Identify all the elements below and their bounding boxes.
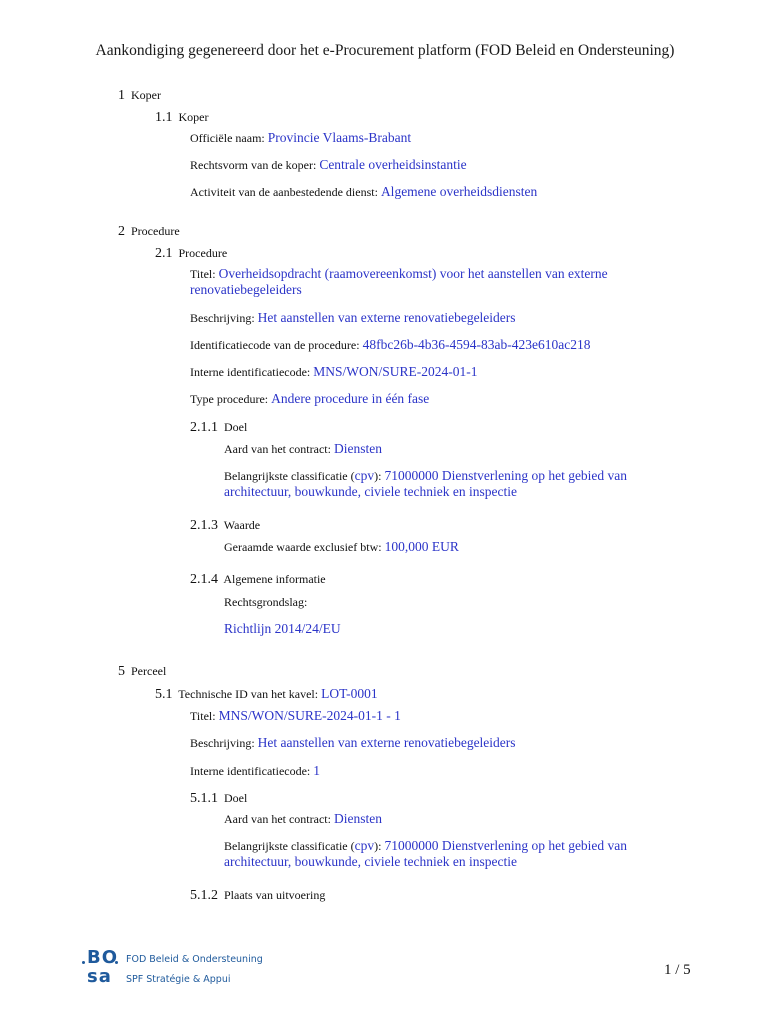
field-value: 100,000 EUR	[384, 539, 459, 554]
section-number: 2.1.4	[190, 572, 218, 587]
section-title: Koper	[178, 110, 209, 124]
section-number: 1.1	[155, 110, 173, 125]
lot-description-row	[190, 735, 516, 751]
section-number: 2	[118, 224, 125, 239]
section-number: 5	[118, 664, 125, 679]
procedure-id-row	[190, 337, 591, 353]
section-number: 5.1.2	[190, 888, 218, 903]
field-value: Richtlijn 2014/24/EU	[224, 621, 341, 636]
field-value: Het aanstellen van externe renovatiebegeleiders	[257, 310, 516, 325]
section-number: 2.1.1	[190, 420, 218, 435]
field-label: Identificatiecode van de procedure:	[190, 338, 363, 352]
field-value: MNS/WON/SURE-2024-01-1 - 1	[218, 708, 401, 723]
activity-row	[190, 184, 537, 200]
field-label: Beschrijving:	[190, 311, 258, 325]
contract-type-row	[224, 441, 382, 457]
lot-id-value: LOT-0001	[321, 686, 378, 701]
field-value: Diensten	[333, 811, 382, 826]
section-title: Koper	[131, 88, 161, 102]
procedure-title-row	[190, 266, 660, 298]
field-label: Rechtsgrondslag:	[224, 595, 308, 609]
section-title: Doel	[224, 791, 248, 805]
field-label: Aard van het contract:	[224, 812, 334, 826]
section-title: Plaats van uitvoering	[224, 888, 326, 902]
official-name-row	[190, 130, 411, 146]
field-label: Interne identificatiecode:	[190, 764, 314, 778]
logo-bottom-letters: sa	[87, 966, 112, 987]
field-label: Activiteit van de aanbestedende dienst:	[190, 185, 381, 199]
legal-form-row	[190, 157, 467, 173]
field-value: Diensten	[333, 441, 382, 456]
field-label: Belangrijkste classificatie (	[224, 469, 355, 483]
field-label: Rechtsvorm van de koper:	[190, 158, 320, 172]
section-number: 5.1.1	[190, 791, 218, 806]
section-2-1-4-heading	[190, 572, 326, 588]
field-label: Officiële naam:	[190, 131, 268, 145]
section-title: Procedure	[178, 246, 228, 260]
field-value: 48fbc26b-4b36-4594-83ab-423e610ac218	[362, 337, 591, 352]
section-number: 2.1.3	[190, 518, 218, 533]
procedure-description-row	[190, 310, 516, 326]
lot-internal-id-row	[190, 763, 320, 779]
logo-dot-left	[82, 961, 85, 964]
field-label: Belangrijkste classificatie (	[224, 839, 355, 853]
logo-org-names	[126, 950, 326, 990]
field-label-end: ):	[374, 839, 385, 853]
field-label: Titel:	[190, 267, 219, 281]
page-title: Aankondiging gegenereerd door het e-Procurement platform (FOD Beleid en Ondersteuning)	[95, 42, 675, 59]
cpv-abbr: cpv	[354, 468, 375, 483]
section-title: Doel	[224, 420, 248, 434]
field-value-continued: architectuur, bouwkunde, civiele techniek en inspectie	[224, 484, 517, 499]
field-value: Provincie Vlaams-Brabant	[267, 130, 412, 145]
field-label: Aard van het contract:	[224, 442, 334, 456]
section-number: 1	[118, 88, 125, 103]
section-2-1-1-heading	[190, 420, 247, 436]
org-name-nl: FOD Beleid & Ondersteuning	[126, 954, 263, 965]
field-value: 71000000 Dienstverlening op het gebied van	[384, 838, 628, 853]
field-value: Andere procedure in één fase	[271, 391, 430, 406]
section-2-heading	[118, 224, 180, 240]
lot-cpv-row	[224, 838, 664, 870]
bosa-logo-mark	[82, 948, 118, 990]
section-5-1-heading	[155, 686, 378, 703]
section-2-1-heading	[155, 246, 227, 262]
section-title: Procedure	[131, 224, 180, 238]
field-value: Overheidsopdracht (raamovereenkomst) voor het aanstellen van externe	[218, 266, 608, 281]
section-5-heading	[118, 664, 166, 680]
section-number: 5.1	[155, 687, 173, 702]
section-1-1-heading	[155, 110, 209, 126]
estimated-value-row	[224, 539, 459, 555]
cpv-abbr: cpv	[354, 838, 375, 853]
section-number: 2.1	[155, 246, 173, 261]
org-name-fr: SPF Stratégie & Appui	[126, 974, 231, 985]
section-5-1-2-heading	[190, 888, 325, 904]
field-label: Type procedure:	[190, 392, 272, 406]
section-1-heading	[118, 88, 161, 104]
field-label: Interne identificatiecode:	[190, 365, 314, 379]
field-label-end: ):	[374, 469, 385, 483]
field-label: Titel:	[190, 709, 219, 723]
section-title: Algemene informatie	[223, 572, 326, 586]
internal-id-row	[190, 364, 478, 380]
procedure-type-row	[190, 391, 429, 407]
lot-title-row	[190, 708, 401, 724]
legal-basis-label	[224, 594, 307, 610]
section-2-1-3-heading	[190, 518, 260, 534]
field-label: Geraamde waarde exclusief btw:	[224, 540, 385, 554]
section-title: Waarde	[223, 518, 261, 532]
legal-basis-value	[224, 621, 341, 637]
field-value-continued: architectuur, bouwkunde, civiele techniek en inspectie	[224, 854, 517, 869]
field-value: 71000000 Dienstverlening op het gebied van	[384, 468, 628, 483]
logo-top-letters: BO	[87, 947, 119, 968]
field-value: 1	[313, 763, 321, 778]
section-title: Technische ID van het kavel:	[178, 687, 322, 701]
field-label: Beschrijving:	[190, 736, 258, 750]
field-value: Algemene overheidsdiensten	[380, 184, 538, 199]
section-5-1-1-heading	[190, 791, 247, 807]
field-value: MNS/WON/SURE-2024-01-1	[313, 364, 478, 379]
field-value-continued: renovatiebegeleiders	[190, 282, 302, 297]
section-title: Perceel	[131, 664, 167, 678]
field-value: Centrale overheidsinstantie	[319, 157, 467, 172]
page-number: 1 / 5	[664, 962, 691, 978]
field-value: Het aanstellen van externe renovatiebegeleiders	[257, 735, 516, 750]
cpv-row	[224, 468, 664, 500]
lot-contract-type-row	[224, 811, 382, 827]
